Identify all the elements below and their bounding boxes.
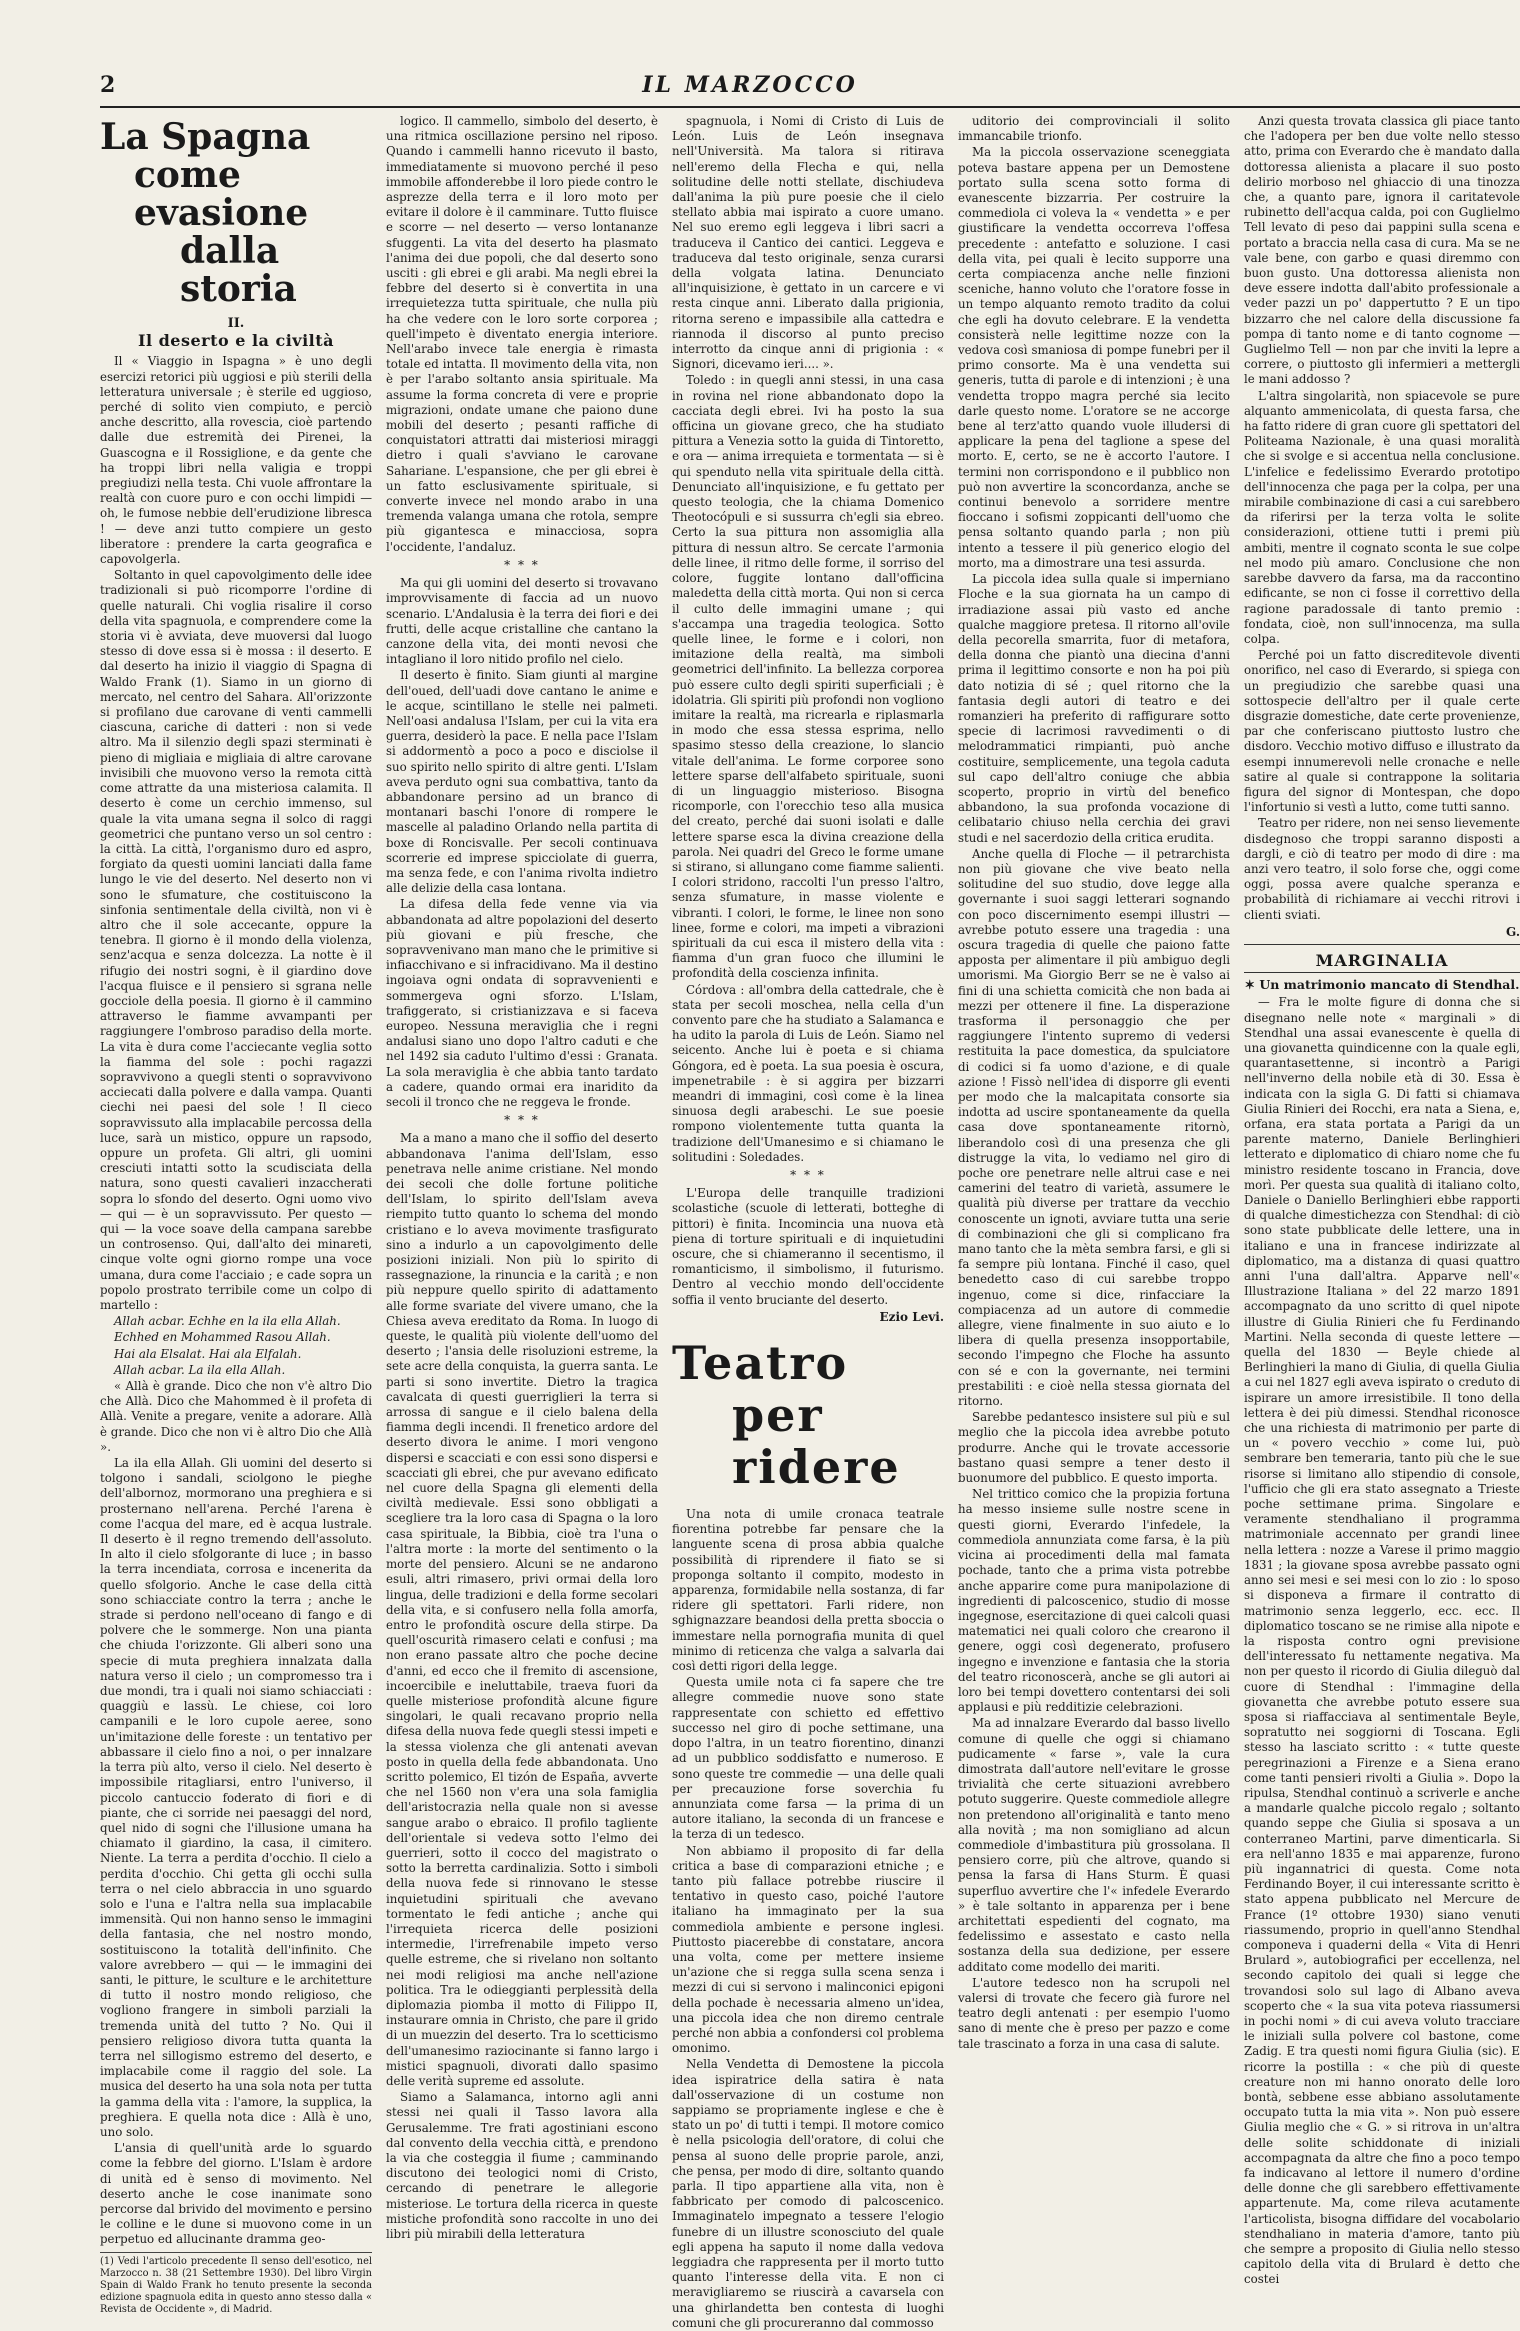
article-title-line-1: La Spagna: [100, 116, 311, 158]
paragraph: La difesa della fede venne via via abbandonata ad altre popolazioni del deserto più giovani e più fresche, che sopravvenivano man mano che le primitive si infiacchivano e si infracidivano. Ma il destino ingoiava ogni ondata di sopravvenienti e sommergeva ogni sforzo. L'Islam, trafiggerato, si cristianizzava e si faceva europeo. Nessuna meraviglia che i regni andalusi siano uno dopo l'altro caduti e che nel 1492 sia caduto l'ultimo d'essi : Granata. La sola meraviglia è che abbia tanto tardato a cadere, quando ormai era inaridito da secoli il tronco che ne reggeva le fronde.: [386, 897, 658, 1109]
marginalia-heading: MARGINALIA: [1315, 950, 1449, 970]
column-2: [386, 114, 658, 2242]
paragraph: « Allà è grande. Dico che non v'è altro Dio che Allà. Dico che Mahommed è il profeta di Allà. Venite a pregare, venite a adorare. Allà è grande. Dico che non vi è altro Dio che Allà ».: [100, 1379, 372, 1454]
paragraph: Questa umile nota ci fa sapere che tre allegre commedie nuove sono state rappresentate con schietto ed effettivo successo nel giro di poche settimane, una dopo l'altra, in un teatro fiorentino, dinanzi ad un pubblico soddisfatto e numeroso. E sono queste tre commedie — una delle quali per precauzione forse soverchia fu annunziata come farsa — la prima di un autore italiano, la seconda di un francese e la terza di un tedesco.: [672, 1675, 944, 1842]
paragraph: logico. Il cammello, simbolo del deserto, è una ritmica oscillazione persino nel riposo. Quando i cammelli hanno ricevuto il basto, immediatamente si muovono perché il peso immobile affonderebbe il loro piede contro le asprezze della terra e il loro moto per evitare il dolore è il camminare. Tutto fluisce e scorre — nel deserto — verso lontananze sfuggenti. La vita del deserto ha plasmato l'anima dei due popoli, che dal deserto sono usciti : gli ebrei e gli arabi. Ma negli ebrei la febbre del deserto si è convertita in una irrequietezza tutta spirituale, che nulla più ha che vedere con le loro sorte corporea ; quell'impeto è diventato energia interiore. Nell'arabo invece tale energia è rimasta totale ed intatta. Il movimento della vita, non è per l'arabo soltanto ansia spirituale. Ma assume la forma concreta di vere e proprie migrazioni, ondate umane che paiono dune mobili del deserto ; pesanti raffiche di conquistatori attratti dai misteriosi miraggi dietro i quali s'avviano le carovane Sahariane. L'espansione, che per gli ebrei è un fatto esclusivamente spirituale, si converte invece nel mondo arabo in una tremenda valanga umana che rotola, sempre più gigantesca e minacciosa, sopra l'occidente, l'andaluz.: [386, 114, 658, 554]
paragraph: Anche quella di Floche — il petrarchista non più giovane che vive beato nella solitudine del suo studio, dove legge alla governante i suoi saggi letterari sognando con poco discernimento esempi illustri — avrebbe potuto essere una tragedia : una oscura tragedia di quelle che paiono fatte apposta per alimentare il più ambiguo degli umorismi. Ma Giorgio Berr se ne è valso ai fini di una schietta comicità che non bada ai mezzi per ottenere il fine. La disperazione trasforma il personaggio che per raggiungere l'intento supremo di vedersi restituita la pace domestica, da spulciatore di codici si fa uomo d'azione, e di quale azione ! Fissò nell'idea di disporre gli eventi per modo che la malcapitata consorte sia indotta ad uscire spontaneamente da quella casa dove spontaneamente ritornò, liberandolo così di una presenza che gli distrugge la vita, lo vediamo nel giro di poche ore penetrare nelle altrui case e nei camerini del teatro di varietà, assumere le qualità più diverse per trattare da vecchio conoscente un ignoti, avviare tutta una serie di combinazioni che gli si complicano fra mano tanto che la mèta sembra farsi, e gli si fa sempre più lontana. Finché il caso, quel benedetto caso di cui sarebbe troppo ingenuo, come si dice, rinfacciare la compiacenza ad un autore di commedie allegre, viene finalmente in suo aiuto e lo libera di quella presenza insopportabile, secondo l'impegno che Floche ha assunto con sé e con la governante, nei termini prestabiliti : e cioè nella stessa giornata del ritorno.: [958, 846, 1230, 1409]
article-title-line-3: dalla storia: [180, 230, 297, 310]
paragraph: Siamo a Salamanca, intorno agli anni stessi nei quali il Tasso lavora alla Gerusalemme. Tre frati agostiniani escono dal convento della vecchia città, e prendono la via che costeggia il fiume ; camminando discutono dei teologici nomi di Cristo, cercando di penetrare le allegorie misteriose. Le tortura della ricerca in queste mistiche profondità sono raccolte in uno dei libri più mirabili della letteratura: [386, 2090, 658, 2242]
section-rule: [1244, 972, 1520, 973]
header-rule: [100, 106, 1520, 108]
column-3: [672, 114, 944, 2330]
section-rule: [1244, 944, 1520, 945]
paragraph: Una nota di umile cronaca teatrale fiorentina potrebbe far pensare che la languente scena di prosa abbia qualche possibilità di riprendere il fiato se si proponga soltanto il compito, modesto in apparenza, formidabile nella sostanza, di far ridere gli spettatori. Farli ridere, non sghignazzare beandosi della pretta sboccia o immestare nella pornografia munita di quel minimo di reticenza che valga a salvarla dai così detti rigori della legge.: [672, 1507, 944, 1674]
verse-line: Allah acbar. La ila ella Allah.: [114, 1362, 286, 1377]
article-body-part-2: [100, 1379, 372, 2248]
paragraph: Il deserto è finito. Siam giunti al margine dell'oued, dell'uadi dove cantano le anime e le acque, scintillano le stelle nei palmeti. Nell'oasi andalusa l'Islam, per cui la vita era guerra, desiderò la pace. E nella pace l'Islam si addormentò a poco a poco e disciolse il suo spirito nello spirito di altre genti. L'Islam aveva perduto ogni sua combattiva, tanto da abbandonare persino ad un branco di montanari baschi l'onore di rompere le mascelle al paladino Orlando nella partita di boxe di Roncisvalle. Per secoli continuava scorrerie ed imprese spicciolate di guerra, ma senza fede, e con l'anima rivolta indietro alle delizie della casa lontana.: [386, 668, 658, 896]
column-5: [1244, 114, 1520, 2287]
article-body-part-1: [100, 354, 372, 1313]
page-header: [0, 0, 1500, 100]
paragraph: Anzi questa trovata classica gli piace tanto che l'adopera per ben due volte nello stesso atto, prima con Everardo che è mandato dalla dottoressa alienista a placare il suo posto delirio morboso nel ghiaccio di una tinozza che, a quanto pare, ignora il caritatevole rubinetto dell'acqua calda, poi con Guglielmo Tell levato di peso dai pappini sulla scena e portato a braccia nella casa di cura. Ma se ne vale bene, con garbo e quasi diremmo con buon gusto. Una dottoressa alienista non deve essere indotta dall'abito professionale a veder pazzi un po' dappertutto ? E un tipo bizzarro che nel calore della discussione fa pompa di tanto nome e di tanto cognome — Guglielmo Tell — non par che inviti la lepre a correre, o piuttosto gli infermieri a mettergli le mani addosso ?: [1244, 114, 1520, 387]
verse-line: Hai ala Elsalat. Hai ala Elfalah.: [114, 1346, 302, 1361]
paragraph: Il « Viaggio in Ispagna » è uno degli esercizi retorici più uggiosi e più sterili della letteratura universale ; è sterile ed uggioso, perché di solito vien compiuto, e perciò anche descritto, alla rovescia, cioè partendo dalle due estremità dei Pirenei, la Guascogna e il Rossiglione, e da gente che ha troppi libri nella valigia e troppi pregiudizi nella testa. Chi vuole affrontare la realtà con cuore puro e con occhi limpidi — oh, le fumose nebbie dell'erudizione libresca ! — deve anzi tutto compiere un gesto liberatore : prendere la carta geografica e capovolgerla.: [100, 354, 372, 567]
paragraph: Ma la piccola osservazione sceneggiata poteva bastare appena per un Demostene portato sulla scena sotto forma di evanescente bizzarria. Per costruire la commediola ci voleva la « vendetta » e per giustificare la vendetta occorreva l'offesa precedente : antefatto e soluzione. I casi della vita, pei quali è lecito supporre una certa compiacenza anche nelle finzioni sceniche, hanno voluto che l'oratore fosse in un tempo alquanto remoto tradito da colui che egli ha dovuto celebrare. E la vendetta consisterà nelle legittime nozze con la vedova così smaniosa di pompe funebri per il primo consorte. Ma è una vendetta sui generis, tutta di parole e di intenzioni ; è una vendetta troppo magra perché sia lecito darle questo nome. L'oratore se ne accorge bene al terz'atto quando vuole illudersi di applicare la pena del taglione a spese del morto. E, certo, se ne è accorto l'autore. I termini non corrispondono e il pubblico non può non avvertire la sconcordanza, anche se continui benevolo a sorridere mentre fioccano i sofismi zoppicanti dell'uomo che pensa soltanto quando parla ; non più intento a tessere il più generico elogio del morto, ma a dimostrare una tesi assurda.: [958, 145, 1230, 570]
footnote: (1) Vedi l'articolo precedente Il senso dell'esotico, nel Marzocco n. 38 (21 Settembre 1930). Del libro Virgin Spain di Waldo Frank ho tenuto presente la seconda edizione spagnuola edita in questo anno stesso dalla « Revista de Occidente », di Madrid.: [100, 2252, 372, 2316]
paragraph: Toledo : in quegli anni stessi, in una casa in rovina nel rione abbandonato dopo la cacciata degli ebrei. Ivi ha posto la sua officina un giovane greco, che ha studiato pittura a Venezia sotto la guida di Tintoretto, e ora — anima irrequieta e tormentata — si è qui spenduto nella vita spirituale della città. Denunciato all'inquisizione, e fu gettato per questo teologia, che la chiama Domenico Theotocópuli e si sussurra ch'egli sia ebreo. Certo la sua pittura non assomiglia alla pittura di nessun altro. Se cercate l'armonia delle linee, il ritmo delle forme, il sorriso del colore, fuggite lontano dall'officina maledetta della città morta. Qui non si cerca il culto delle immagini umane ; qui s'accampa una tragedia teologica. Sotto quelle linee, le forme e i colori, non imitazione della realtà, ma simboli geometrici dell'infinito. La bellezza corporea può essere culto degli spiriti superficiali ; è idolatria. Gli spiriti più profondi non vogliono imitare la realtà, ma ricrearla e riplasmarla in modo che essa stessa esprima, nello spasimo stesso della creazione, lo slancio vitale dell'anima. Le forme corporee sono lettere sparse dell'alfabeto spirituale, suoni di un linguaggio misterioso. Bisogna ricomporle, con l'orecchio teso alla musica del creato, perché dai suoni isolati e dalle lettere sparse esca la divina creazione della parola. Nei quadri del Greco le forme umane si stirano, si allungano come fiamme salienti. I colori stridono, raccolti l'un presso l'altro, senza sfumature, in masse violente e vibranti. I colori, le forme, le linee non sono linee, forme e colori, ma impeti a vibrazioni spirituali da cui esca il mistero della vita : fiamma d'un gran fuoco che illumini le profondità della coscienza infinita.: [672, 373, 944, 981]
paragraph: L'autore tedesco non ha scrupoli nel valersi di trovate che fecero già furore nel teatro degli antenati : per esempio l'uomo sano di mente che è preso per pazzo e come tale trascinato a forza in una casa di salute.: [958, 1975, 1230, 2051]
column-4: [958, 114, 1230, 2104]
arabic-call-to-prayer-verse: [100, 1314, 372, 1378]
paragraph: Ma a mano a mano che il soffio del deserto abbandonava l'anima dell'Islam, esso penetrava nelle anime cristiane. Nel mondo dei secoli che dolle fortune politiche dell'Islam, lo spirito dell'Islam aveva riempito tutto quanto lo schema del mondo cristiano e lo aveva movimente trasfigurato sino a indurlo a un capovolgimento delle posizioni iniziali. Non più lo spirito di rassegnazione, la rinuncia e la carità ; e non più neppure quello spirito di adattamento alle forme svariate del vivere umano, che la Chiesa aveva ereditato da Roma. In luogo di queste, le qualità più violente dell'uomo del deserto ; l'ansia delle risoluzioni estreme, la sete acre della conquista, la guerra santa. Le parti si sono invertite. Dietro la tragica cavalcata di questi guerriglieri la terra si arrossa di sangue e il cielo balena della fiamma degli incendi. Il frenetico ardore del deserto divora le anime. I mori vengono dispersi e scacciati e con essi sono dispersi e scacciati gli ebrei, che pur avevano edificato nel cuore della Spagna gli elementi della civiltà medievale. Essi sono obbligati a scegliere tra la loro casa di Spagna o la loro casa spirituale, la Bibbia, cioè tra l'una o l'altra morte : la morte del sentimento o la morte del pensiero. Alcuni se ne andarono esuli, altri rimasero, privi ormai della loro lingua, delle tradizioni e della forme secolari della vita, e si confusero nella folla amorfa, entro le profondità oscure della stirpe. Da quell'oscurità rimasero celati e confusi ; ma non erano passate altro che poche decine d'anni, ed ecco che il fremito di ascensione, incoercibile e ineluttabile, traeva fuori da quelle misteriose profondità alcune figure singolari, le quali recavano proprio nella difesa della nuova fede quegli stessi impeti e la stessa violenza che gli antenati avevan posto in quella della fede abbandonata. Uno scritto polemico, El tizón de España, avverte che nel 1560 non v'era una sola famiglia dell'aristocrazia nella quale non si avesse sangue arabo o ebraico. Il profilo tagliente dell'orientale si vedeva sotto l'elmo dei guerrieri, sotto il cocco del magistrato o sotto la berretta cardinalizia. Sotto i simboli della nuova fede si rinnovano le stesse inquietudini spirituali che avevano tormentato le fedi antiche ; anche qui l'irrequieta ricerca delle posizioni intermedie, l'irrefrenabile impeto verso quelle estreme, che si rivelano non soltanto nei modi religiosi ma anche nell'azione politica. Tra le odieggianti perplessità della diplomazia piomba il motto di Filippo II, instaurare omnia in Christo, che pare il grido di un muezzin del deserto. Tra lo scetticismo dell'umanesimo raziocinante si fanno largo i mistici spagnuoli, divorati dallo spasimo delle verità supreme ed assolute.: [386, 1131, 658, 2088]
column-5-body: [1244, 114, 1520, 923]
article-part-number: II.: [227, 316, 245, 331]
paragraph: L'altra singolarità, non spiacevole se pure alquanto ammenicolata, di questa farsa, che ha fatto ridere di gran cuore gli spettatori del Politeama Nazionale, è una quasi moralità che si svolge e si accentua nella conclusione. L'infelice e fedelissimo Everardo prototipo dell'innocenza che paga per la colpa, per una mirabile combinazione di casi a cui sarebbero da riferirsi per la terza volta le solite considerazioni, ottiene tutti i premi più ambiti, mentre il cognato sconta le sue colpe nel modo più amaro. Conclusione che non sarebbe davvero da farsa, ma da raccontino edificante, se non ci fosse il correttivo della ragione paradossale di tanto premio : fondata, cioè, non sull'innocenza, ma sulla colpa.: [1244, 388, 1520, 646]
article-signature: Ezio Levi.: [879, 1309, 944, 1324]
section-separator: * * *: [790, 1168, 826, 1183]
teatro-signature: G.: [1506, 924, 1520, 939]
paragraph: Nel trittico comico che la propizia fortuna ha messo insieme sulle nostre scene in questi giorni, Everardo l'infedele, la commediola annunziata come farsa, è la più vicina ai procedimenti della mal famata pochade, tanto che a prima vista potrebbe anche apparire come pura manipolazione di ingredienti di palcoscenico, studio di mosse ingegnose, esercitazione di quei calcoli quasi matematici nei quali coloro che crearono il genere, oggi così degenerato, profusero ingegno e invenzione e fantasia che la storia del teatro riconoscerà, anche se gli autori ai loro bei tempi dovettero contentarsi dei soli applausi e più redditizie celebrazioni.: [958, 1487, 1230, 1715]
paragraph: Córdova : all'ombra della cattedrale, che è stata per secoli moschea, nella cella d'un convento pare che ha studiato a Salamanca e ha udito la parola di Luis de León. Siamo nel seicento. Anche lui è poeta e si chiama Góngora, ed è poeta. La sua poesia è oscura, impenetrabile : è si aggira per bizzarri meandri di immagini, così come è la linea sinuosa degli arabeschi. Le sue poesie rompono violentemente tutta quanta la tradizione dell'Umanesimo e si chiamano le solitudini : Soledades.: [672, 982, 944, 1164]
article-title: [100, 118, 372, 308]
paragraph: Soltanto in quel capovolgimento delle idee tradizionali si può ricomporre l'ordine di quelle naturali. Chi voglia risalire il corso della vita spagnuola, e comprendere come la storia vi è avviata, deve muoversi dal luogo stesso di dove essa si è mossa : il deserto. E dal deserto ha inizio il viaggio di Spagna di Waldo Frank (1). Siamo in un giorno di mercato, nel centro del Sahara. All'orizzonte si profilano due carovane di venti cammelli ciascuna, cariche di datteri : non si vede altro. Ma il silenzio degli spazi sterminati è pieno di migliaia e migliaia di altre carovane invisibili che muovono verso la remota città come attratte da una misteriosa calamita. Il deserto è come un cerchio immenso, sul quale la vita umana segna il solco di raggi geometrici che puntano verso un sol centro : la città. La città, l'organismo duro ed aspro, forgiato da questi uomini lanciati dalla fame lungo le vie del deserto. Nel deserto non vi sono le sfumature, che costituiscono la sinfonia sentimentale della civiltà, non vi è altro che il sole accecante, oppure la tenebra. Il giorno è il mondo della violenza, senz'acqua e senza dolcezza. La notte è il rifugio dei nostri sogni, è il giardino dove l'acqua fluisce e il pensiero si sgrana nelle gocciole della poesia. Il giorno è il cammino attraverso le fiamme avvampanti per raggiungere l'ombroso paradiso della morte. La vita è dura come l'acciecante veglia sotto la fiamma del sole : pochi ragazzi sopravvivono a quegli stenti o sopravvivono acciecati dalla polvere e dalla vampa. Quanti ciechi nei paesi del sole ! Il cieco sopravvissuto alla implacabile percossa della luce, sarà un mistico, oppure un rapsodo, oppure un profeta. Gli altri, gli uomini cresciuti intatti sotto la scudisciata della natura, sono questi cavalieri inzaccherati sopra lo sfondo del deserto. Ogni uomo vivo — qui — è un sopravvissuto. Per questo — qui — la voce soave della campana sarebbe un controsenso. Qui, dall'alto dei minareti, cinque volte ogni giorno rompe una voce umana, dura come l'acciaio ; e cade sopra un popolo prostrato terribile come un colpo di martello :: [100, 568, 372, 1312]
article-subheading: Il deserto e la civiltà: [137, 331, 335, 351]
teatro-title-line-1: Teatro: [672, 1336, 849, 1391]
paragraph: Ma ad innalzare Everardo dal basso livello comune di quelle che oggi si chiamano pudicamente « farse », vale la cura dimostrata dall'autore nell'evitare le grosse trivialità che certe situazioni avrebbero potuto suggerire. Queste commediole allegre non pretendono all'originalità e tanto meno alla novità ; ma non somigliano ad alcun commediole d'imbastitura più grossolana. Il pensiero corre, più che altrove, quando si pensa la farsa di Hans Sturm. È quasi superfluo avvertire che l'« infedele Everardo » è tale soltanto in apparenza per i bene architettati espedienti del cognato, ma fedelissimo e assestato e casto nella sostanza della sua dedizione, per essere additato come modello dei mariti.: [958, 1716, 1230, 1974]
page-number: 2: [100, 72, 116, 98]
paragraph: La piccola idea sulla quale si imperniano Floche e la sua giornata ha un campo di irradiazione assai più vasto ed anche qualche maggiore pretesa. Il ritorno all'ovile della pecorella smarrita, fuor di metafora, della donna che piantò una diecina d'anni prima il legittimo consorte e non ha poi più dato notizia di sé ; quel ritorno che la fantasia degli autori di teatro e dei romanzieri ha preferito di raffigurare sotto specie di lacrimosi ravvedimenti o di melodrammatici rimpianti, può anche costituire, semplicemente, una tegola caduta sul capo dell'altro coniuge che abbia scoperto, proprio in virtù del benefico abbandono, la sua profonda vocazione di celibatario chiuso nella cerchia dei gravi studi e nel sacerdozio della critica erudita.: [958, 572, 1230, 845]
paragraph: Non abbiamo il proposito di far della critica a base di comparazioni etniche ; e tanto più fallace potrebbe riuscire il tentativo in questo caso, poiché l'autore italiano ha immaginato per la sua commediola ambiente e persone inglesi. Piuttosto piacerebbe di constatare, ancora una volta, come per mettere insieme un'azione che si regga sulla scena senza i mezzi di cui si servono i malinconici epigoni della pochade è necessaria almeno un'idea, una piccola idea che non diremo centrale perché non abbia a confondersi col problema omonimo.: [672, 1843, 944, 2056]
paragraph: Teatro per ridere, non nei senso lievemente disdegnoso che troppi saranno disposti a dargli, e ciò di teatro per modo di dire : ma anzi vero teatro, il solo forse che, oggi come oggi, possa avere qualche speranza e probabilità di richiamare ai vecchi ritrovi i clienti sviati.: [1244, 816, 1520, 922]
paragraph: Sarebbe pedantesco insistere sul più e sul meglio che la piccola idea avrebbe potuto produrre. Anche qui le trovate accessorie bastano quasi sempre a tener desto il buonumore del pubblico. E questo importa.: [958, 1410, 1230, 1486]
teatro-body: [672, 1507, 944, 2331]
marginalia-body: [1244, 995, 1520, 2287]
paragraph: uditorio dei comprovinciali il solito immancabile trionfo.: [958, 114, 1230, 144]
paragraph: L'ansia di quell'unità arde lo sguardo come la febbre del giorno. L'Islam è ardore di unità ed è senso di movimento. Nel deserto anche le cose inanimate sono percorse dal brivido del movimento e persino le colline e le dune si muovono come in un perpetuo ed allucinante dramma geo-: [100, 2141, 372, 2247]
column-4-body: [958, 114, 1230, 2052]
paragraph: Perché poi un fatto discreditevole diventi onorifico, nel caso di Everardo, si spiega con un pregiudizio che sarebbe quasi una sottospecie dell'altro per il quale certe disgrazie domestiche, date certe provenienze, par che conferiscano piuttosto lustro che disdoro. Vecchio motivo diffuso e illustrato da esempi innumerevoli nelle cronache e nelle satire al quale si contrappone la solitaria figura del signor di Montespan, che dopo l'infortunio si vestì a lutto, come tutti sanno.: [1244, 648, 1520, 815]
column-2-body: [386, 114, 658, 2242]
paragraph: Ma qui gli uomini del deserto si trovavano improvvisamente di faccia ad un nuovo scenario. L'Andalusia è la terra dei fiori e dei frutti, delle acque cristalline che cantano la canzone della vita, dei monti nevosi che intagliano il loro nitido profilo nel cielo.: [386, 576, 658, 667]
section-separator: * * *: [504, 557, 540, 572]
verse-line: Echhed en Mohammed Rasou Allah.: [114, 1330, 331, 1345]
paragraph: spagnuola, i Nomi di Cristo di Luis de León. Luis de León insegnava nell'Università. Ma talora si ritirava nell'eremo della Flecha e qui, nella solitudine delle notti stellate, dischiudeva dall'anima la più pure poesie che il cielo stellato abbia mai ispirato a cuore umano. Nel suo eremo egli leggeva i libri sacri a traduceva il Cantico dei cantici. Leggeva e traduceva dal testo originale, senza curarsi della volgata latina. Denunciato all'inquisizione, è gettato in un carcere e vi resta cinque anni. Liberato dalla prigionia, ritorna sereno e impassibile alla cattedra e riannoda il discorso al punto preciso interrotto da cinque anni di prigionia : « Signori, dicevamo ieri.... ».: [672, 114, 944, 372]
column-3-body: [672, 114, 944, 1308]
paragraph: — Fra le molte figure di donna che si disegnano nelle note « marginali » di Stendhal una assai evanescente è quella di una giovanetta quindicenne con la quale egli, quarantasettenne, si incontrò a Parigi nell'inverno della nobile età di 30. Essa è indicata con la sigla G. Di fatti si chiamava Giulia Rinieri dei Rocchi, era nata a Siena, e, orfana, era stata portata a Parigi da un parente materno, Daniele Berlinghieri letterato e diplomatico di chiaro nome che fu ministro residente toscano in Francia, dove morì. Per questa sua qualità di italiano colto, Daniele o Daniello Berlinghieri ebbe rapporti di qualche dimestichezza con Stendhal: di ciò sono state pubblicate delle lettere, una in italiano e una in francese indirizzate al diplomatico, ma a distanza di quasi quattro anni l'una dall'altra. Apparve nell'« Illustrazione Italiana » del 22 marzo 1891 accompagnato da uno scritto di quel nipote illustre di Giulia Rinieri che fu Ferdinando Martini. Nella seconda di queste lettere — quella del 1830 — Beyle chiede al Berlinghieri la mano di Giulia, di quella Giulia a cui nel 1827 egli aveva ispirato o creduto di ispirare un amore irresistibile. Il tono della lettera è dei più dimessi. Stendhal riconosce che una richiesta di matrimonio per parte di un « povero vecchio » come lui, può sembrare ben temeraria, tanto più che le sue risorse si limitano allo stipendio di console, l'ufficio che gli era stato assegnato a Trieste poche settimane prima. Singolare e veramente stendhaliano il programma matrimoniale accennato per grandi linee nella lettera : nozze a Varese il primo maggio 1831 ; la giovane sposa avrebbe passato ogni anno sei mesi e sei mesi con lo zio : lo sposo si disponeva a firmare il contratto di matrimonio senza leggerlo, ecc. ecc. Il diplomatico toscano se ne rimise alla nipote e la risposta contro ogni previsione dell'interessato fu nettamente negativa. Ma non per questo il ricordo di Giulia dileguò dal cuore di Stendhal : l'immagine della giovanetta che avrebbe potuto essere sua sposa si riaffacciava al sentimentale Beyle, sopratutto nei soggiorni di Toscana. Egli stesso ha lasciato scritto : « tutte queste peregrinazioni a Firenze e a Siena erano come tanti pensieri rivolti a Giulia ». Dopo la ripulsa, Stendhal continuò a scriverle e anche a mandarle qualche piccolo regalo ; soltanto quando seppe che Giulia si sposava a un conterraneo Martini, parve dimenticarla. Si era nell'anno 1835 e mai apparenze, furono più ingannatrici di questa. Come nota Ferdinando Boyer, il cui interessante scritto è stato appena pubblicato nel Mercure de France (1º ottobre 1930) siano venuti riassumendo, proprio in quell'anno Stendhal componeva i quaderni della « Vita di Henri Brulard », autobiografici per eccellenza, nel secondo capitolo dei quali si legge che trovandosi solo sul lago di Albano aveva scoperto che « la sua vita poteva riassumersi in pochi nomi » di cui aveva voluto tracciare le iniziali sulla polvere col bastone, come Zadig. E tra questi nomi figura Giulia (sic). E ricorre la postilla : « che più di queste creature non mi hanno onorato delle loro bontà, sebbene esse abbiano assolutamente occupato tutta la mia vita ». Non può essere Giulia meglio che « G. » si ritrova in un'altra delle solite schiddonate di iniziali accompagnata da altre che fino a poco tempo fa indicavano al lettore il numero d'ordine delle donne che gli sarebbero effettivamente appartenute. Ma, come rileva acutamente l'articolista, bisogna diffidare del vocabolario stendhaliano in materia d'amore, tanto più che sempre a proposito di Giulia nello stesso capitolo della vita di Brulard è detto che costei: [1244, 995, 1520, 2287]
paragraph: L'Europa delle tranquille tradizioni scolastiche (scuole di letterati, botteghe di pittori) è finita. Incomincia una nuova età piena di torture spirituali e di inquietudini oscure, che si chiameranno il secentismo, il romanticismo, il simbolismo, il futurismo. Dentro al vecchio mondo dell'occidente soffia il vento bruciante del deserto.: [672, 1186, 944, 1307]
paragraph: La ila ella Allah. Gli uomini del deserto si tolgono i sandali, sciolgono le pieghe dell'albornoz, mormorano una preghiera e si prosternano nell'arena. Perché l'arena è come l'acqua del mare, ed è acqua lustrale. Il deserto è il regno tremendo dell'assoluto. In alto il cielo sfolgorante di luce ; in basso la terra incendiata, corrosa e incenerita da quello sfolgorio. Anche le case della città sono schiacciate contro la terra ; anche le strade si perdono nell'oceano di fango e di polvere che le sommerge. Non una pianta che chiuda l'orizzonte. Gli alberi sono una specie di muta preghiera innalzata dalla natura verso il cielo ; un compromesso tra i due mondi, tra i quali noi siamo schiacciati : quaggiù e lassù. Le chiese, coi loro campanili e le loro cupole aeree, sono un'imitazione delle foreste : un tentativo per abbassare il cielo fino a noi, o per innalzare la terra più alto, verso il cielo. Nel deserto è impossibile ritagliarsi, entro l'universo, il piccolo cantuccio foderato di fiori e di piante, che ci sorride nei paesaggi del nord, quel nido di sogni che l'illusione umana ha chiamato il giardino, la casa, il cimitero. Niente. La terra a perdita d'occhio. Il cielo a perdita d'occhio. Chi getta gli occhi sulla terra o nel cielo abbraccia in uno sguardo solo e l'una e l'altra nella sua implacabile immensità. Qui non hanno senso le immagini della fantasia, che nel nostro mondo, sostituiscono la totalità dell'infinito. Che valore avrebbero — qui — le immagini dei santi, le pitture, le sculture e le architetture di tutto il nostro mondo religioso, che vogliono frangere in simboli parziali la tremenda unità del tutto ? No. Qui il pensiero religioso divora tutta quanta la terra nel sillogismo estremo del deserto, e implacabile come il raggio del sole. La musica del deserto ha una sola nota per tutta la gamma della vita : l'amore, la supplica, la preghiera. E quella nota dice : Allà è uno, uno solo.: [100, 1456, 372, 2139]
masthead: IL MARZOCCO: [642, 72, 858, 98]
marginalia-item-title-text: Un matrimonio mancato di Stendhal.: [1259, 977, 1520, 993]
paragraph: Nella Vendetta di Demostene la piccola idea ispiratrice della satira è nata dall'osservazione di un costume non sappiamo se propriamente inglese e che è stato un po' di tutti i tempi. Il motore comico è nella psicologia dell'oratore, di colui che pensa al suono delle proprie parole, anzi, che pensa, per modo di dire, soltanto quando parla. Il tipo appartiene alla vita, non è fabbricato per comodo di palcoscenico. Immaginatelo impegnato a tessere l'elogio funebre di un illustre sconosciuto del quale egli appena ha saputo il nome dalla vedova leggiadra che rappresenta per il morto tutto quanto l'interesse della vita. E non ci meravigliaremo se riuscirà a cavarsela con una ghirlandetta ben contesta di luoghi comuni che gli procureranno dal commosso: [672, 2057, 944, 2330]
article-title-line-2: come evasione: [134, 154, 309, 234]
section-separator: * * *: [504, 1113, 540, 1128]
verse-line: Allah acbar. Echhe en la ila ella Allah.: [114, 1314, 341, 1329]
marginalia-item-title: [1244, 977, 1520, 992]
teatro-title-line-2: per ridere: [732, 1388, 901, 1495]
star-icon: ✶: [1244, 977, 1260, 993]
column-1: [100, 114, 372, 2315]
teatro-title: [672, 1337, 944, 1493]
